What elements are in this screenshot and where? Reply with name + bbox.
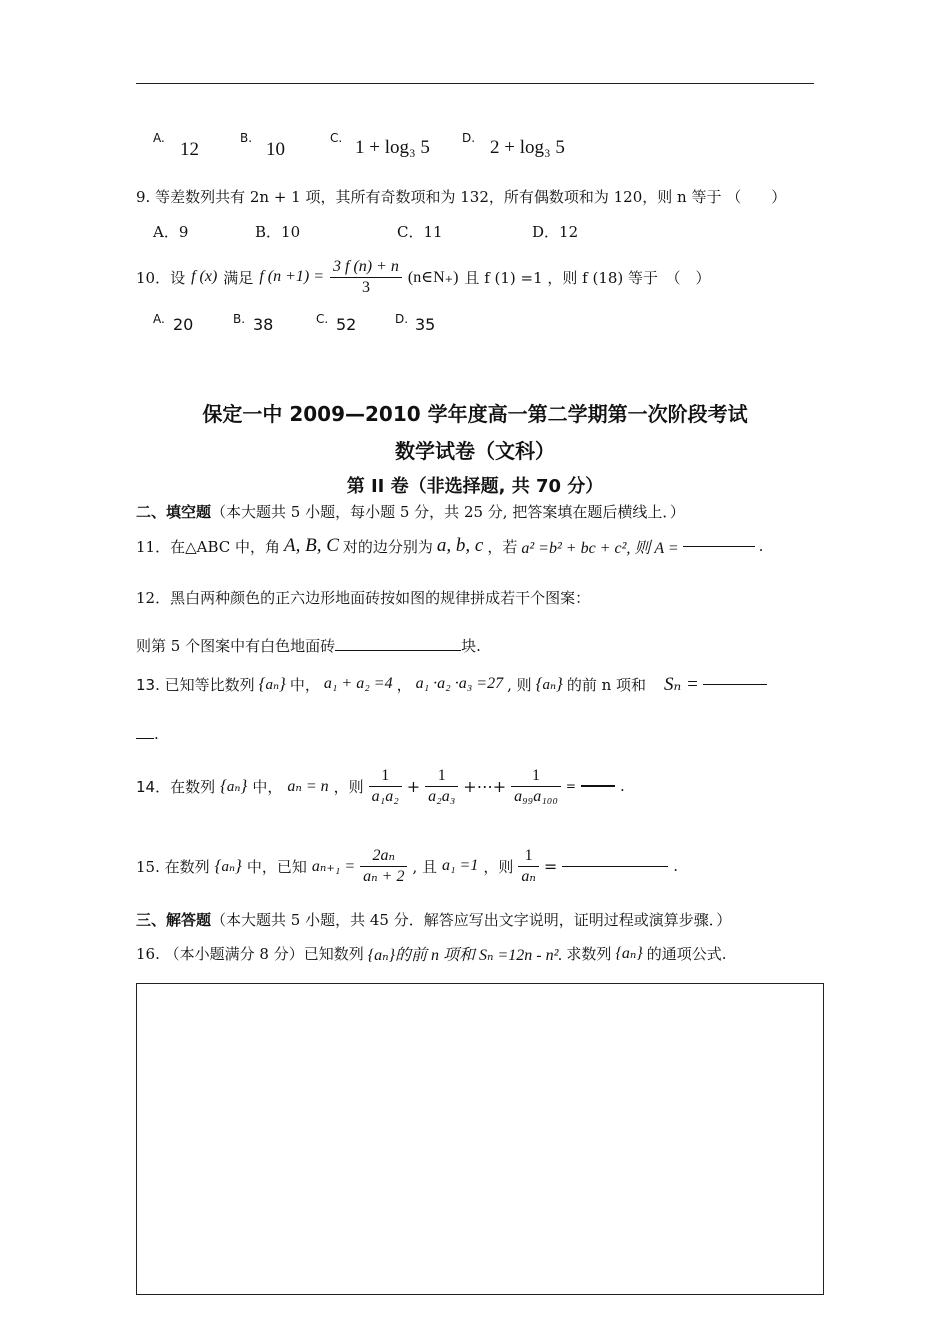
q13-seq: {aₙ} <box>258 674 286 693</box>
q8-option-d-value: 2 + log₃ 5 <box>490 137 565 158</box>
q12-line2 <box>136 635 481 656</box>
q11-mid: 对的边分别为 <box>342 537 433 556</box>
q13-mid: 中， <box>289 675 320 694</box>
q16-formula: {aₙ}的前 n 项和 Sₙ =12n - n². <box>367 946 563 964</box>
q14-line: 14．在数列 {aₙ} 中， aₙ = n ，则 $\frac{1}{\text{a₁a₂}}$ + $\frac{1}{\text{a₂a₃}}$ +⋯+ $\frac{1}{\text{a₉₉a₁₀₀}}$ = . <box>136 767 625 805</box>
q10-line <box>136 252 711 302</box>
q12-text: 12．黑白两种颜色的正六边形地面砖按如图的规律拼成若干个图案： <box>136 589 591 607</box>
q10-option-c-value: 52 <box>336 315 357 334</box>
q15-target: $\frac{1}{\text{aₙ}}$ <box>518 846 538 885</box>
q15-mid: 中，已知 <box>246 857 307 876</box>
q11-cond: ，若 <box>487 537 518 556</box>
q15-line: 15. 在数列 {aₙ} 中，已知 aₙ₊₁ = $\frac{\text{2aₙ}}{\text{aₙ + 2}}$ , 且 a₁ =1 ，则 $\frac{1}{\text{aₙ}}$ = . <box>136 847 679 885</box>
section3-note: （本大题共 5 小题，共 45 分．解答应写出文字说明，证明过程或演算步骤．） <box>211 911 732 929</box>
q10-option-b-value: 38 <box>253 315 274 334</box>
q14-term-last: $\frac{1}{\text{a₉₉a₁₀₀}}$ <box>511 766 561 805</box>
q10-fx: f (x) <box>191 268 218 285</box>
q15-lhs: aₙ₊₁ = <box>311 858 356 875</box>
q9-option-a: A．9 <box>153 223 189 241</box>
q16-answer-box[interactable] <box>136 983 824 1295</box>
q16-prefix: 16. （本小题满分 8 分）已知数列 <box>136 944 364 963</box>
q11-sides: a, b, c <box>436 535 484 556</box>
q15-init: a₁ =1 <box>441 857 479 874</box>
q15-cond: , 且 <box>412 857 437 876</box>
q10-option-d-value: 35 <box>415 315 436 334</box>
q8-option-b-value: 10 <box>266 139 285 160</box>
q15-then: ，则 <box>483 857 514 876</box>
q13-answer-blank[interactable] <box>703 684 767 685</box>
q14-prefix: 14．在数列 <box>136 777 216 796</box>
q9-option-b: B．10 <box>255 223 301 241</box>
q10-option-a-value: 20 <box>173 315 194 334</box>
q13-answer-blank-cont[interactable] <box>136 738 154 739</box>
q11-angles: A, B, C <box>284 535 339 556</box>
q9-text: 9. 等差数列共有 2n + 1 项，其所有奇数项和为 132，所有偶数项和为 120，则 n 等于 （ ） <box>136 188 787 206</box>
q14-eqsign: = <box>565 779 576 793</box>
q13-tail: 的前 n 项和 <box>566 675 647 694</box>
part-title: 第 II 卷（非选择题, 共 70 分） <box>346 476 604 497</box>
q10-option-b-label: B. <box>233 312 246 326</box>
q14-eq: aₙ = n <box>287 778 329 795</box>
q13-eq2: a₁ ·a₂ ·a₃ =27 <box>415 675 504 692</box>
q13-then: , 则 <box>507 675 532 694</box>
q12-answer-blank[interactable] <box>335 650 461 651</box>
q14-term2: $\frac{1}{\text{a₂a₃}}$ <box>425 766 458 805</box>
exam-subtitle: 数学试卷（文科） <box>395 439 555 463</box>
q16-line <box>136 936 727 970</box>
q14-mid: 中， <box>252 777 283 796</box>
q10-prefix: 10．设 <box>136 268 186 287</box>
q10-denominator: 3 <box>361 278 370 296</box>
q8-option-b-label: B. <box>240 131 253 145</box>
q15-seq: {aₙ} <box>214 856 242 875</box>
q8-option-a-label: A. <box>153 131 165 145</box>
q12-line2-suffix: 块. <box>461 637 481 655</box>
q11-prefix: 11．在△ABC 中，角 <box>136 537 281 556</box>
top-rule <box>136 83 814 84</box>
q13-sn: Sₙ = <box>664 673 699 695</box>
q16-tail: 的通项公式. <box>646 944 727 963</box>
q10-lhs: f (n +1) = <box>259 268 325 285</box>
q10-option-a-label: A. <box>153 312 165 326</box>
q10-fraction <box>330 257 402 296</box>
q12-line2-prefix: 则第 5 个图案中有白色地面砖 <box>136 637 336 655</box>
q15-answer-blank[interactable] <box>562 866 668 867</box>
q14-term1: $\frac{1}{\text{a₁a₂}}$ <box>369 766 402 805</box>
q10-option-c-label: C. <box>316 312 329 326</box>
q8-option-d-label: D. <box>462 131 476 145</box>
q11-answer-blank[interactable] <box>683 546 755 547</box>
q14-answer-blank[interactable] <box>581 785 615 787</box>
q8-option-c-value: 1 + log₃ 5 <box>355 137 430 158</box>
section3-heading-line <box>136 909 731 930</box>
q13-cont: . <box>136 725 159 743</box>
q8-option-a-value: 12 <box>180 139 199 160</box>
section2-heading-line <box>136 501 685 522</box>
section3-heading: 三、解答题 <box>136 911 212 929</box>
exam-title: 保定一中 2009—2010 学年度高一第二学期第一次阶段考试 <box>202 402 748 426</box>
q10-numerator: 3 f (n) + n <box>330 257 402 277</box>
section2-heading: 二、填空题 <box>136 503 212 521</box>
q9-option-c: C．11 <box>397 223 443 241</box>
q13-eq1: a₁ + a₂ =4 <box>323 675 393 692</box>
q11-equation: a² =b² + bc + c², 则 A = <box>521 539 679 557</box>
q14-then: ，则 <box>333 777 364 796</box>
q16-seq: {aₙ} <box>615 945 643 962</box>
q10-mid: 满足 <box>223 268 254 287</box>
q16-ask: 求数列 <box>566 944 612 963</box>
q14-seq: {aₙ} <box>220 776 248 795</box>
q13-seq2: {aₙ} <box>535 674 563 693</box>
q15-prefix: 15. 在数列 <box>136 857 210 876</box>
q15-fraction: $\frac{\text{2aₙ}}{\text{aₙ + 2}}$ <box>360 846 407 885</box>
q10-option-d-label: D. <box>395 312 409 326</box>
q10-condition: 且 f (1) =1 ，则 f (18) 等于 （ ） <box>464 268 711 287</box>
q15-eqsign: = <box>543 856 558 876</box>
q13-line: 13. 已知等比数列 {aₙ} 中， a₁ + a₂ =4 ， a₁ ·a₂ ·a₃ =27 , 则 {aₙ} 的前 n 项和 Sₙ = <box>136 664 767 704</box>
q13-prefix: 13. 已知等比数列 <box>136 675 255 694</box>
section2-note: （本大题共 5 小题，每小题 5 分，共 25 分, 把答案填在题后横线上．） <box>211 503 685 521</box>
q11-line: 11．在△ABC 中，角 A, B, C 对的边分别为 a, b, c ，若 a² =b² + bc + c², 则 A = . <box>136 535 764 557</box>
q10-domain: (n∈N₊) <box>407 269 459 286</box>
q9-option-d: D．12 <box>532 223 579 241</box>
q8-option-c-label: C. <box>330 131 343 145</box>
